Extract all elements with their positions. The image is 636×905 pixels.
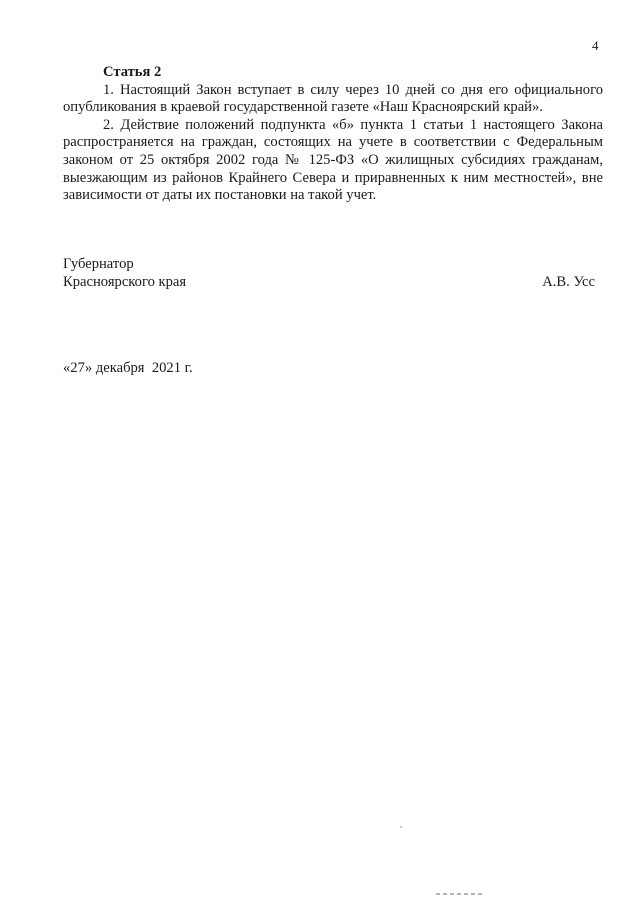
scan-artifact-dot xyxy=(400,826,402,828)
document-date: «27» декабря 2021 г. xyxy=(63,360,193,376)
signatory-name: А.В. Усс xyxy=(542,273,595,290)
scan-artifact-mark xyxy=(436,893,484,895)
signatory-title-line-2: Красноярского края xyxy=(63,273,187,290)
article-paragraph-1: 1. Настоящий Закон вступает в силу через 10 дней со дня его официального опубликования в краевой государственной газете «Наш Красноярский край». xyxy=(63,81,603,116)
article-paragraph-2: 2. Действие положений подпункта «б» пункта 1 статьи 1 настоящего Закона распространяется на граждан, состоящих на учете в соответствии с Федеральным законом от 25 октября 2002 года № 125-ФЗ «О жилищных субсидиях гражданам, выезжающим из районов Крайнего Севера и приравненных к ним местностей», вне зависимости от даты их постановки на такой учет. xyxy=(63,116,603,204)
page-number: 4 xyxy=(592,38,599,53)
signature-row xyxy=(63,274,595,292)
signatory-title-line-1: Губернатор xyxy=(63,256,134,272)
article-section xyxy=(63,64,603,205)
signature-block xyxy=(63,256,595,291)
article-heading: Статья 2 xyxy=(103,64,162,80)
